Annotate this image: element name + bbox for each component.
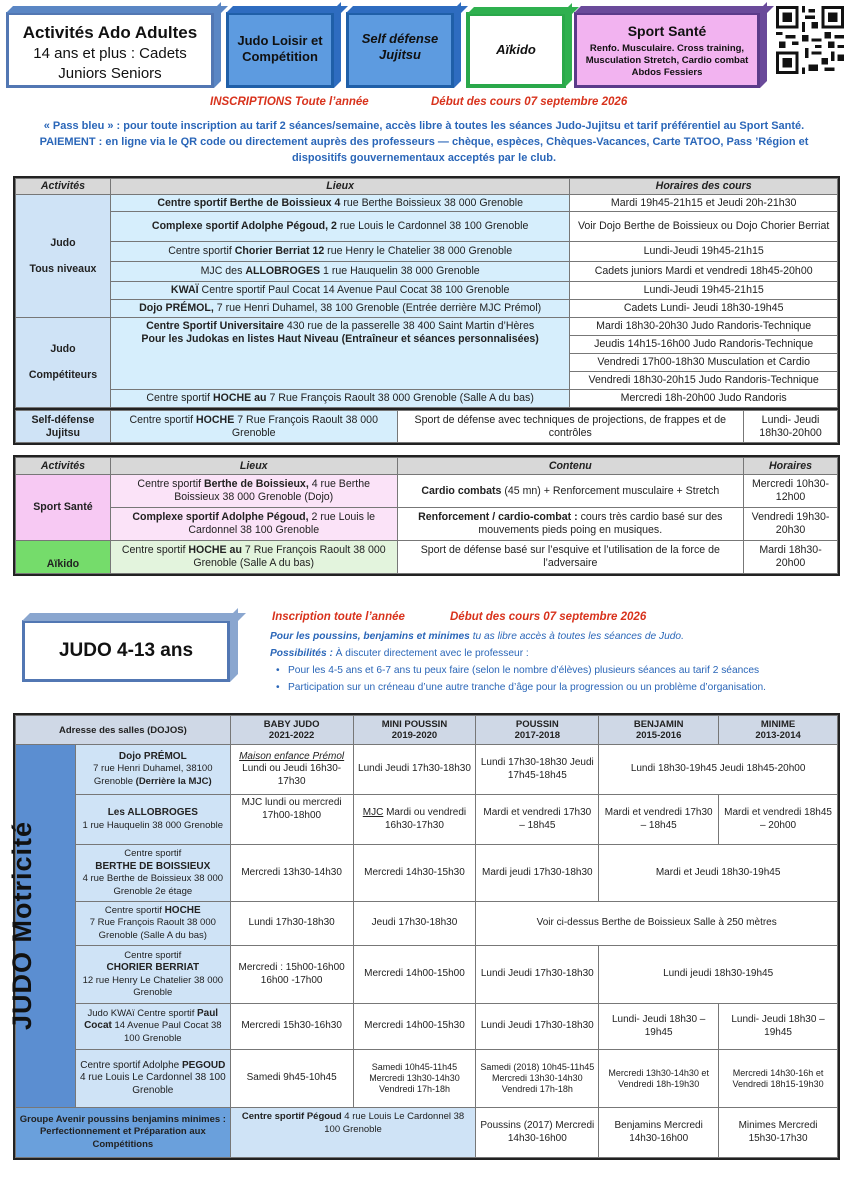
cell: MJC lundi ou mercredi 17h00-18h00	[230, 795, 353, 845]
horaire: Mardi 18h30-20h30 Judo Randoris-Technique	[570, 318, 838, 336]
self-horaire: Lundi- Jeudi 18h30-20h00	[744, 411, 838, 443]
lieu-universitaire: Centre Sportif Universitaire 430 rue de la passerelle 38 400 Saint Martin d’Hères Pour les Judokas en listes Haut Niveau (Entraîneur et séances personnalisées)	[110, 318, 569, 390]
cell: Lundi Jeudi 17h30-18h30	[476, 946, 599, 1004]
qr-code-icon[interactable]	[776, 6, 844, 74]
header-ado-adultes	[6, 12, 214, 88]
judo-comp-label: Judo	[50, 343, 76, 355]
cell: Lundi 17h30-18h30	[230, 902, 353, 946]
horaire: Mercredi 10h30-12h00	[744, 475, 838, 508]
table-row: Centre sportif Berthe de Boissieux, 4 rue Berthe Boissieux 38 000 Grenoble (Dojo)	[110, 475, 397, 508]
cell: Mercredi 14h30-16h et Vendredi 18h15-19h30	[719, 1050, 838, 1108]
sante-subtitle: Renfo. Musculaire. Cross training, Musculation Stretch, Cardio combat Abdos Fessiers	[585, 43, 749, 78]
ado-line2: Juniors Seniors	[58, 65, 162, 82]
cell: Mercredi 13h30-14h30	[230, 845, 353, 902]
table-row: Centre sportif Berthe de Boissieux 4 rue Berthe Boissieux 38 000 Grenoble	[110, 195, 569, 212]
col-baby-judo: BABY JUDO 2021-2022	[230, 716, 353, 745]
addr-allobroges: Les ALLOBROGES 1 rue Hauquelin 38 000 Grenoble	[75, 795, 230, 845]
judo-motricite-label: JUDO Motricité	[7, 821, 37, 1031]
header-sport-sante	[574, 12, 760, 88]
table-row: KWAÏ Centre sportif Paul Cocat 14 Avenue Paul Cocat 38 100 Grenoble	[110, 282, 569, 300]
col-benjamin: BENJAMIN 2015-2016	[599, 716, 719, 745]
judo-4-13-title: JUDO 4-13 ans	[58, 640, 194, 661]
addr-hoche: Centre sportif HOCHE 7 Rue François Raoult 38 000 Grenoble (Salle A du bas)	[75, 902, 230, 946]
cell: Mardi et vendredi 17h30 – 18h45	[599, 795, 719, 845]
table-row: Dojo PRÉMOL, 7 rue Henri Duhamel, 38 100 Grenoble (Entrée derrière MJC Prémol)	[110, 300, 569, 318]
horaire: Mardi 19h45-21h15 et Jeudi 20h-21h30	[570, 195, 838, 212]
groupe-avenir: Groupe Avenir poussins benjamins minimes : Perfectionnement et Préparation aux Compétitions	[16, 1108, 231, 1158]
header-judo	[226, 12, 334, 88]
cell: Lundi Jeudi 17h30-18h30	[476, 1004, 599, 1050]
contenu: Sport de défense basé sur l’esquive et l’utilisation de la force de l’adversaire	[397, 541, 744, 574]
inscriptions-title: INSCRIPTIONS Toute l’année	[210, 96, 369, 108]
kids-info	[270, 628, 840, 696]
header-judo-label: Judo Loisir et Compétition	[237, 33, 323, 64]
paiement-text: PAIEMENT : en ligne via le QR code ou directement auprès des professeurs — chèque, espèces, Chèques-Vacances, Carte TATOO, Pass ’Région et dispositifs gouvernementaux acceptés par le club.	[39, 136, 809, 164]
sante-title: Sport Santé	[627, 23, 707, 39]
cell: Benjamins Mercredi 14h30-16h00	[599, 1108, 719, 1158]
cell: Mercredi 13h30-14h30 et Vendredi 18h-19h30	[599, 1050, 719, 1108]
table-self-defense	[15, 410, 838, 443]
horaire: Vendredi 17h00-18h30 Musculation et Cardio	[570, 354, 838, 372]
intro-text	[20, 118, 828, 166]
table-judo-enfants	[7, 715, 838, 1158]
cell-judo-tous-niveaux	[16, 195, 111, 318]
debut-cours: Début des cours 07 septembre 2026	[431, 96, 628, 108]
cell: Voir ci-dessus Berthe de Boissieux Salle à 250 mètres	[476, 902, 838, 946]
contenu: Cardio combats (45 mn) + Renforcement musculaire + Stretch	[397, 475, 744, 508]
judo-4-13-title-box	[22, 620, 230, 682]
ado-line1: 14 ans et plus : Cadets	[33, 45, 187, 62]
horaire: Jeudis 14h15-16h00 Judo Randoris-Technique	[570, 336, 838, 354]
th-horaires: Horaires	[744, 458, 838, 475]
addr-premol: Dojo PRÉMOL 7 rue Henri Duhamel, 38100 Grenoble (Derrière la MJC)	[75, 745, 230, 795]
horaire: Mercredi 18h-20h00 Judo Randoris	[570, 390, 838, 408]
th-lieux: Lieux	[110, 458, 397, 475]
th-contenu: Contenu	[397, 458, 744, 475]
avenir-lieu: Centre sportif Pégoud 4 rue Louis Le Cardonnel 38 100 Grenoble	[230, 1108, 476, 1158]
table-ado-judo	[15, 178, 838, 408]
col-minime: MINIME 2013-2014	[719, 716, 838, 745]
sport-sante-label: Sport Santé	[16, 475, 111, 541]
cell: Mercredi 14h00-15h00	[353, 946, 476, 1004]
cell: Poussins (2017) Mercredi 14h30-16h00	[476, 1108, 599, 1158]
header-aikido-label: Aïkido	[496, 42, 536, 57]
pass-bleu-text: « Pass bleu » : pour toute inscription au tarif 2 séances/semaine, accès libre à toutes les séances Judo-Jujitsu et tarif préférentiel au Sport Santé.	[43, 120, 805, 132]
addr-pegoud: Centre sportif Adolphe PEGOUD 4 rue Louis Le Cardonnel 38 100 Grenoble	[75, 1050, 230, 1108]
self-lieu: Centre sportif HOCHE 7 Rue François Raoult 38 000 Grenoble	[110, 411, 397, 443]
kids-bullet-2: • Participation sur un créneau d’une autre tranche d’âge pour la progression ou un problème d’organisation.	[270, 679, 840, 696]
kids-bullet-1: • Pour les 4-5 ans et 6-7 ans tu peux faire (selon le nombre d’élèves) plusieurs séances au tarif 2 séances	[270, 662, 840, 679]
horaire: Cadets juniors Mardi et vendredi 18h45-20h00	[570, 262, 838, 282]
cell: Mardi et Jeudi 18h30-19h45	[599, 845, 838, 902]
cell: Mercredi 14h30-15h30	[353, 845, 476, 902]
horaire: Vendredi 18h30-20h15 Judo Randoris-Technique	[570, 372, 838, 390]
cell: Lundi- Jeudi 18h30 – 19h45	[719, 1004, 838, 1050]
header-self-defense	[346, 12, 454, 88]
self-contenu: Sport de défense avec techniques de projections, de frappes et de contrôles	[397, 411, 744, 443]
cell: Mercredi : 15h00-16h00 16h00 -17h00	[230, 946, 353, 1004]
col-poussin: POUSSIN 2017-2018	[476, 716, 599, 745]
kids-debut: Début des cours 07 septembre 2026	[450, 611, 647, 623]
cell: Lundi 17h30-18h30 Jeudi 17h45-18h45	[476, 745, 599, 795]
cell: Mercredi 15h30-16h30	[230, 1004, 353, 1050]
contenu: Renforcement / cardio-combat : cours très cardio basé sur des mouvements pieds poing en musiques.	[397, 508, 744, 541]
judo-label: Judo	[50, 236, 76, 249]
cell: Samedi (2018) 10h45-11h45 Mercredi 13h30-14h30 Vendredi 17h-18h	[476, 1050, 599, 1108]
cell: Lundi 18h30-19h45 Jeudi 18h45-20h00	[599, 745, 838, 795]
table-row: Complexe sportif Adolphe Pégoud, 2 rue Louis le Cardonnel 38 100 Grenoble	[110, 508, 397, 541]
tous-niveaux-label: Tous niveaux	[29, 262, 97, 275]
addr-berthe: Centre sportif BERTHE DE BOISSIEUX 4 rue Berthe de Boissieux 38 000 Grenoble 2e étage	[75, 845, 230, 902]
cell: Mardi jeudi 17h30-18h30	[476, 845, 599, 902]
competiteurs-label: Compétiteurs	[28, 369, 98, 381]
horaire: Cadets Lundi- Jeudi 18h30-19h45	[570, 300, 838, 318]
horaire: Vendredi 19h30-20h30	[744, 508, 838, 541]
addr-chorier: Centre sportif CHORIER BERRIAT 12 rue Henry Le Chatelier 38 000 Grenoble	[75, 946, 230, 1004]
cell: Jeudi 17h30-18h30	[353, 902, 476, 946]
self-defense-label: Self-défense Jujitsu	[16, 411, 111, 443]
th-horaires: Horaires des cours	[570, 179, 838, 195]
horaire: Lundi-Jeudi 19h45-21h15	[570, 282, 838, 300]
addr-header: Adresse des salles (DOJOS)	[16, 716, 231, 745]
horaire: Lundi-Jeudi 19h45-21h15	[570, 242, 838, 262]
table-row: Complexe sportif Adolphe Pégoud, 2 rue Louis le Cardonnel 38 100 Grenoble	[110, 212, 569, 242]
cell: MJC Mardi ou vendredi 16h30-17h30	[353, 795, 476, 845]
vertical-label-cell	[7, 745, 76, 1108]
th-activites: Activités	[16, 458, 111, 475]
kids-line2: Possibilités : À discuter directement avec le professeur :	[270, 648, 529, 659]
col-mini-poussin: MINI POUSSIN 2019-2020	[353, 716, 476, 745]
kids-line1: Pour les poussins, benjamins et minimes tu as libre accès à toutes les séances de Judo.	[270, 631, 684, 642]
table-sport-sante	[15, 457, 838, 574]
cell: Mardi et vendredi 18h45 – 20h00	[719, 795, 838, 845]
cell: Maison enfance Prémol Lundi ou Jeudi 16h30-17h30	[230, 745, 353, 795]
th-lieux: Lieux	[110, 179, 569, 195]
cell: Samedi 10h45-11h45 Mercredi 13h30-14h30 Vendredi 17h-18h	[353, 1050, 476, 1108]
cell: Mercredi 14h00-15h30	[353, 1004, 476, 1050]
ado-title: Activités Ado Adultes	[22, 23, 198, 42]
cell: Samedi 9h45-10h45	[230, 1050, 353, 1108]
header-aikido	[466, 12, 566, 88]
table-row: Centre sportif Chorier Berriat 12 rue Henry le Chatelier 38 000 Grenoble	[110, 242, 569, 262]
kids-inscription: Inscription toute l’année	[272, 611, 405, 623]
table-row: MJC des ALLOBROGES 1 rue Hauquelin 38 000 Grenoble	[110, 262, 569, 282]
table-row: Centre sportif HOCHE au 7 Rue François Raoult 38 000 Grenoble (Salle A du bas)	[110, 390, 569, 408]
table-row: Centre sportif HOCHE au 7 Rue François Raoult 38 000 Grenoble (Salle A du bas)	[110, 541, 397, 574]
horaire: Mardi 18h30-20h00	[744, 541, 838, 574]
th-activites: Activités	[16, 179, 111, 195]
header-self-label: Self défense Jujitsu	[361, 31, 439, 62]
aikido-label: Aïkido	[16, 541, 111, 574]
cell: Mardi et vendredi 17h30 – 18h45	[476, 795, 599, 845]
cell: Lundi Jeudi 17h30-18h30	[353, 745, 476, 795]
cell: Minimes Mercredi 15h30-17h30	[719, 1108, 838, 1158]
cell: Lundi jeudi 18h30-19h45	[599, 946, 838, 1004]
addr-kwai: Judo KWAï Centre sportif Paul Cocat 14 Avenue Paul Cocat 38 100 Grenoble	[75, 1004, 230, 1050]
cell-judo-competiteurs	[16, 318, 111, 408]
cell: Lundi- Jeudi 18h30 – 19h45	[599, 1004, 719, 1050]
horaire: Voir Dojo Berthe de Boissieux ou Dojo Chorier Berriat	[570, 212, 838, 242]
